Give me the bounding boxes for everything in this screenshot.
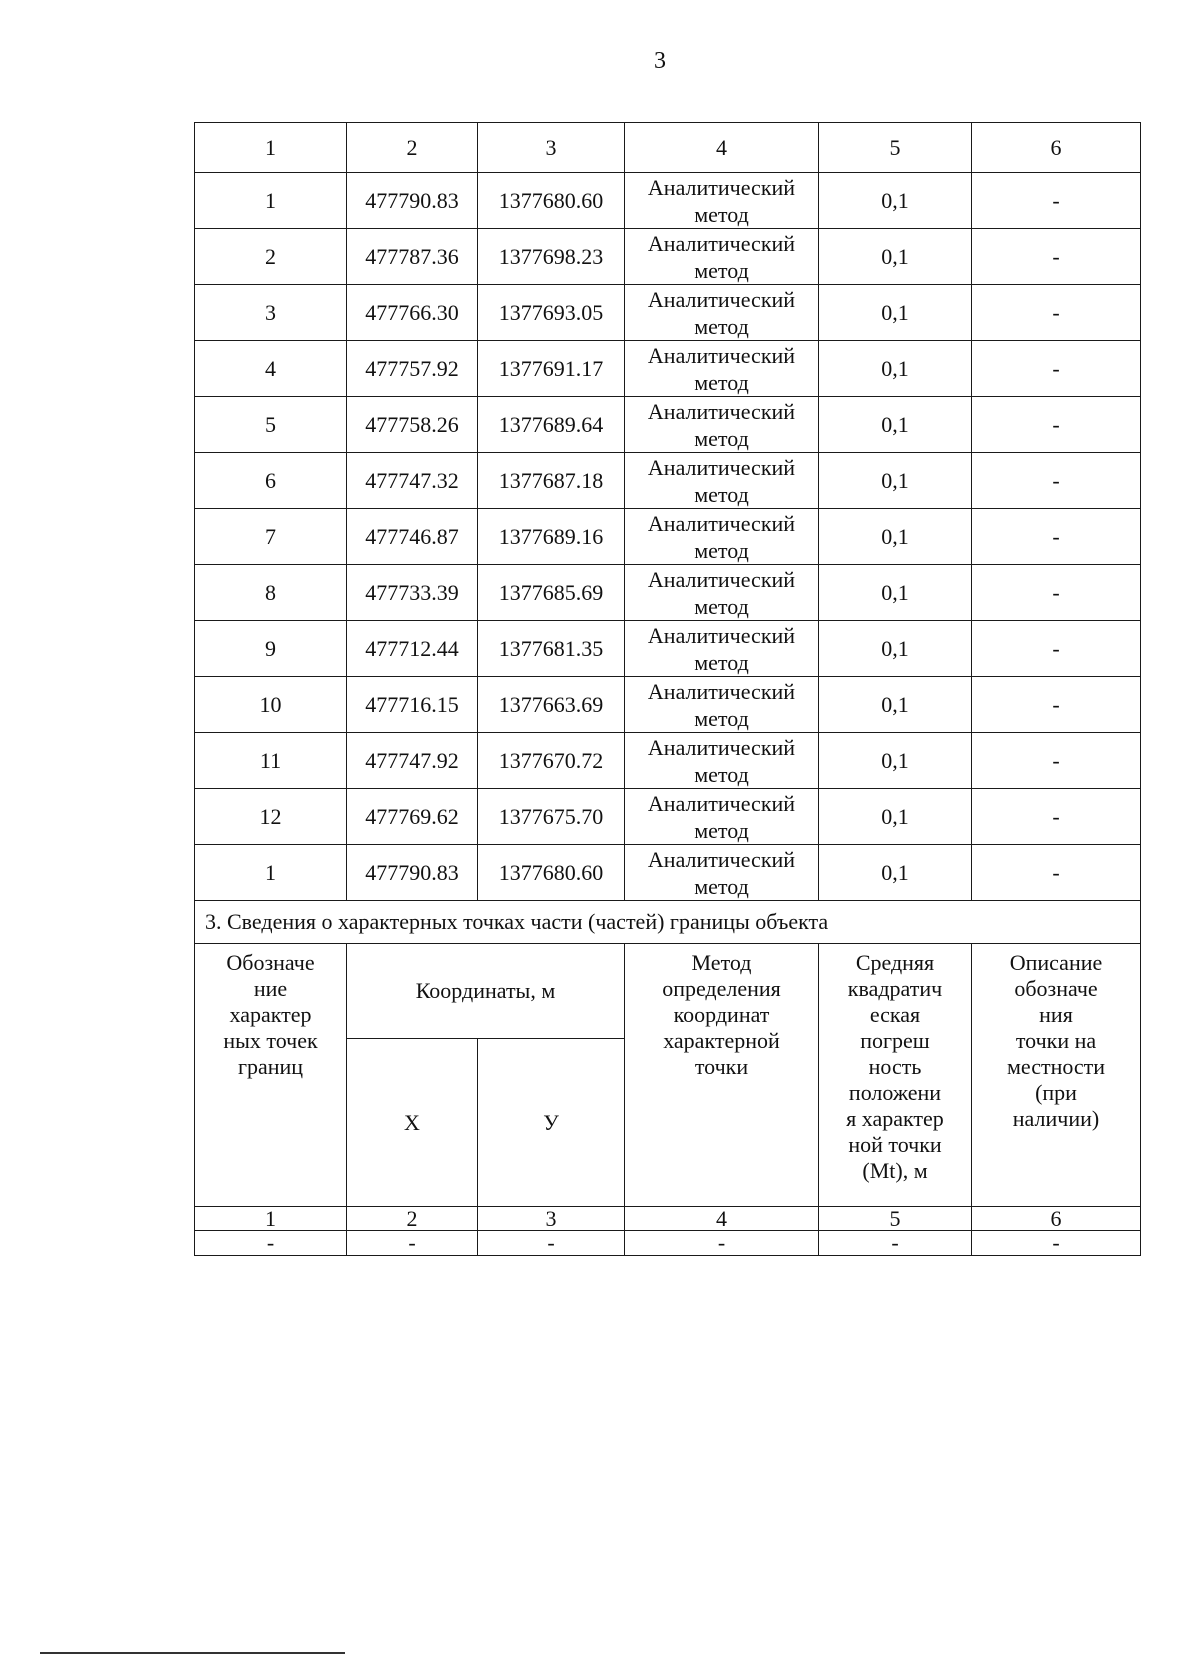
description-cell: - [972, 845, 1141, 901]
y-coordinate-cell: 1377685.69 [478, 565, 625, 621]
method-text: Аналитический [647, 678, 796, 704]
y-header: У [478, 1039, 625, 1207]
method-cell [625, 453, 819, 509]
table-row [195, 229, 1141, 285]
column-number: 2 [347, 123, 478, 173]
accuracy-cell: 0,1 [819, 845, 972, 901]
description-cell: - [972, 453, 1141, 509]
method-text: Аналитический [647, 230, 796, 256]
point-number-cell: 7 [195, 509, 347, 565]
description-cell: - [972, 397, 1141, 453]
table-row [195, 621, 1141, 677]
method-text: метод [694, 705, 749, 731]
table-row [195, 789, 1141, 845]
y-coordinate-cell: 1377675.70 [478, 789, 625, 845]
section3-empty-row [195, 1231, 1141, 1256]
header-line: еская [869, 1002, 921, 1027]
accuracy-cell: 0,1 [819, 341, 972, 397]
method-text: Аналитический [647, 342, 796, 368]
header-line: ния [1039, 1002, 1073, 1027]
y-coordinate-cell: 1377687.18 [478, 453, 625, 509]
point-number-cell: 2 [195, 229, 347, 285]
header-line: я характер [846, 1106, 944, 1131]
column-number: 1 [195, 123, 347, 173]
accuracy-cell: 0,1 [819, 621, 972, 677]
table-row [195, 677, 1141, 733]
coordinates-header: Координаты, м [347, 944, 625, 1039]
header-line: погреш [860, 1028, 930, 1053]
accuracy-cell: 0,1 [819, 733, 972, 789]
footnote-rule [40, 1652, 345, 1654]
method-text: метод [694, 201, 749, 227]
accuracy-cell: 0,1 [819, 677, 972, 733]
description-cell: - [972, 509, 1141, 565]
method-text: метод [694, 649, 749, 675]
method-text: метод [694, 481, 749, 507]
method-text: метод [694, 761, 749, 787]
description-cell: - [972, 789, 1141, 845]
point-number-cell: 3 [195, 285, 347, 341]
description-cell: - [972, 229, 1141, 285]
method-cell [625, 229, 819, 285]
y-coordinate-cell: 1377693.05 [478, 285, 625, 341]
column-number: 4 [625, 123, 819, 173]
page-number: 3 [654, 48, 666, 74]
x-coordinate-cell: 477790.83 [347, 173, 478, 229]
point-number-cell: 6 [195, 453, 347, 509]
header-line: Метод [691, 950, 752, 975]
accuracy-cell: 0,1 [819, 285, 972, 341]
method-text: Аналитический [647, 790, 796, 816]
table-row [195, 733, 1141, 789]
point-number-cell: 5 [195, 397, 347, 453]
method-text: метод [694, 537, 749, 563]
table-row [195, 565, 1141, 621]
column-number: 5 [819, 123, 972, 173]
boundary-points-table [194, 122, 1141, 1256]
method-cell [625, 677, 819, 733]
header-line: наличии) [1012, 1106, 1100, 1131]
method-text: метод [694, 257, 749, 283]
header-line: (Mt), м [862, 1158, 928, 1183]
method-text: Аналитический [647, 174, 796, 200]
method-text: Аналитический [647, 846, 796, 872]
header-line: местности [1006, 1054, 1106, 1079]
section3-number-row [195, 1207, 1141, 1231]
x-coordinate-cell: 477758.26 [347, 397, 478, 453]
method-cell [625, 173, 819, 229]
header-line: Средняя [855, 950, 935, 975]
method-cell [625, 621, 819, 677]
section-title: 3. Сведения о характерных точках части (частей) границы объекта [195, 901, 1141, 944]
table-row [195, 453, 1141, 509]
description-cell: - [972, 173, 1141, 229]
y-coordinate-cell: 1377680.60 [478, 173, 625, 229]
x-coordinate-cell: 477769.62 [347, 789, 478, 845]
table-row [195, 845, 1141, 901]
x-coordinate-cell: 477757.92 [347, 341, 478, 397]
x-coordinate-cell: 477733.39 [347, 565, 478, 621]
method-cell [625, 509, 819, 565]
header-line: характер [229, 1002, 312, 1027]
empty-cell: - [347, 1231, 478, 1256]
column-number: 6 [972, 1207, 1141, 1231]
description-cell: - [972, 565, 1141, 621]
column-number: 3 [478, 123, 625, 173]
header-line: ных точек [223, 1028, 318, 1053]
y-coordinate-cell: 1377670.72 [478, 733, 625, 789]
method-text: Аналитический [647, 734, 796, 760]
empty-cell: - [625, 1231, 819, 1256]
method-text: Аналитический [647, 566, 796, 592]
accuracy-cell: 0,1 [819, 173, 972, 229]
column-number: 4 [625, 1207, 819, 1231]
header-line: границ [237, 1054, 304, 1079]
empty-cell: - [478, 1231, 625, 1256]
method-cell [625, 845, 819, 901]
accuracy-cell: 0,1 [819, 453, 972, 509]
point-number-cell: 12 [195, 789, 347, 845]
x-coordinate-cell: 477766.30 [347, 285, 478, 341]
description-cell: - [972, 341, 1141, 397]
x-coordinate-cell: 477747.92 [347, 733, 478, 789]
method-text: Аналитический [647, 622, 796, 648]
description-cell: - [972, 677, 1141, 733]
table-row [195, 509, 1141, 565]
x-coordinate-cell: 477787.36 [347, 229, 478, 285]
method-text: Аналитический [647, 286, 796, 312]
column-number-row [195, 123, 1141, 173]
y-coordinate-cell: 1377681.35 [478, 621, 625, 677]
method-text: метод [694, 593, 749, 619]
point-number-cell: 1 [195, 173, 347, 229]
table-row [195, 397, 1141, 453]
method-cell [625, 285, 819, 341]
y-coordinate-cell: 1377698.23 [478, 229, 625, 285]
description-cell: - [972, 285, 1141, 341]
header-line: ной точки [848, 1132, 942, 1157]
header-line: характерной [663, 1028, 780, 1053]
point-number-cell: 1 [195, 845, 347, 901]
empty-cell: - [195, 1231, 347, 1256]
method-header [625, 944, 819, 1207]
header-line: ность [868, 1054, 922, 1079]
x-coordinate-cell: 477746.87 [347, 509, 478, 565]
method-cell [625, 565, 819, 621]
x-coordinate-cell: 477747.32 [347, 453, 478, 509]
method-text: Аналитический [647, 398, 796, 424]
method-text: метод [694, 817, 749, 843]
header-line: определения [662, 976, 781, 1001]
header-line: Обозначе [226, 950, 315, 975]
header-line: обозначе [1014, 976, 1098, 1001]
column-number: 6 [972, 123, 1141, 173]
table-row [195, 341, 1141, 397]
header-line: (при [1035, 1080, 1077, 1105]
method-text: метод [694, 369, 749, 395]
method-text: Аналитический [647, 510, 796, 536]
column-number: 5 [819, 1207, 972, 1231]
point-number-cell: 8 [195, 565, 347, 621]
description-cell: - [972, 733, 1141, 789]
table-row [195, 173, 1141, 229]
empty-cell: - [972, 1231, 1141, 1256]
accuracy-cell: 0,1 [819, 565, 972, 621]
accuracy-cell: 0,1 [819, 509, 972, 565]
header-line: квадратич [847, 976, 943, 1001]
point-number-cell: 10 [195, 677, 347, 733]
method-text: метод [694, 313, 749, 339]
x-coordinate-cell: 477790.83 [347, 845, 478, 901]
method-cell [625, 341, 819, 397]
point-designation-header [195, 944, 347, 1207]
header-line: положени [848, 1080, 942, 1105]
method-cell [625, 789, 819, 845]
method-cell [625, 397, 819, 453]
method-text: Аналитический [647, 454, 796, 480]
x-coordinate-cell: 477716.15 [347, 677, 478, 733]
accuracy-cell: 0,1 [819, 397, 972, 453]
point-number-cell: 11 [195, 733, 347, 789]
header-line: точки [694, 1054, 749, 1079]
accuracy-cell: 0,1 [819, 789, 972, 845]
header-line: координат [673, 1002, 770, 1027]
description-header [972, 944, 1141, 1207]
point-number-cell: 4 [195, 341, 347, 397]
description-cell: - [972, 621, 1141, 677]
table-row [195, 285, 1141, 341]
column-number: 2 [347, 1207, 478, 1231]
method-cell [625, 733, 819, 789]
section-title-row [195, 901, 1141, 944]
column-number: 1 [195, 1207, 347, 1231]
column-number: 3 [478, 1207, 625, 1231]
point-number-cell: 9 [195, 621, 347, 677]
y-coordinate-cell: 1377689.16 [478, 509, 625, 565]
method-text: метод [694, 425, 749, 451]
y-coordinate-cell: 1377689.64 [478, 397, 625, 453]
header-line: точки на [1015, 1028, 1097, 1053]
accuracy-cell: 0,1 [819, 229, 972, 285]
header-line: ние [253, 976, 288, 1001]
y-coordinate-cell: 1377691.17 [478, 341, 625, 397]
accuracy-header [819, 944, 972, 1207]
x-header: X [347, 1039, 478, 1207]
y-coordinate-cell: 1377663.69 [478, 677, 625, 733]
empty-cell: - [819, 1231, 972, 1256]
method-text: метод [694, 873, 749, 899]
y-coordinate-cell: 1377680.60 [478, 845, 625, 901]
section3-header-row [195, 944, 1141, 1039]
header-line: Описание [1009, 950, 1103, 975]
x-coordinate-cell: 477712.44 [347, 621, 478, 677]
